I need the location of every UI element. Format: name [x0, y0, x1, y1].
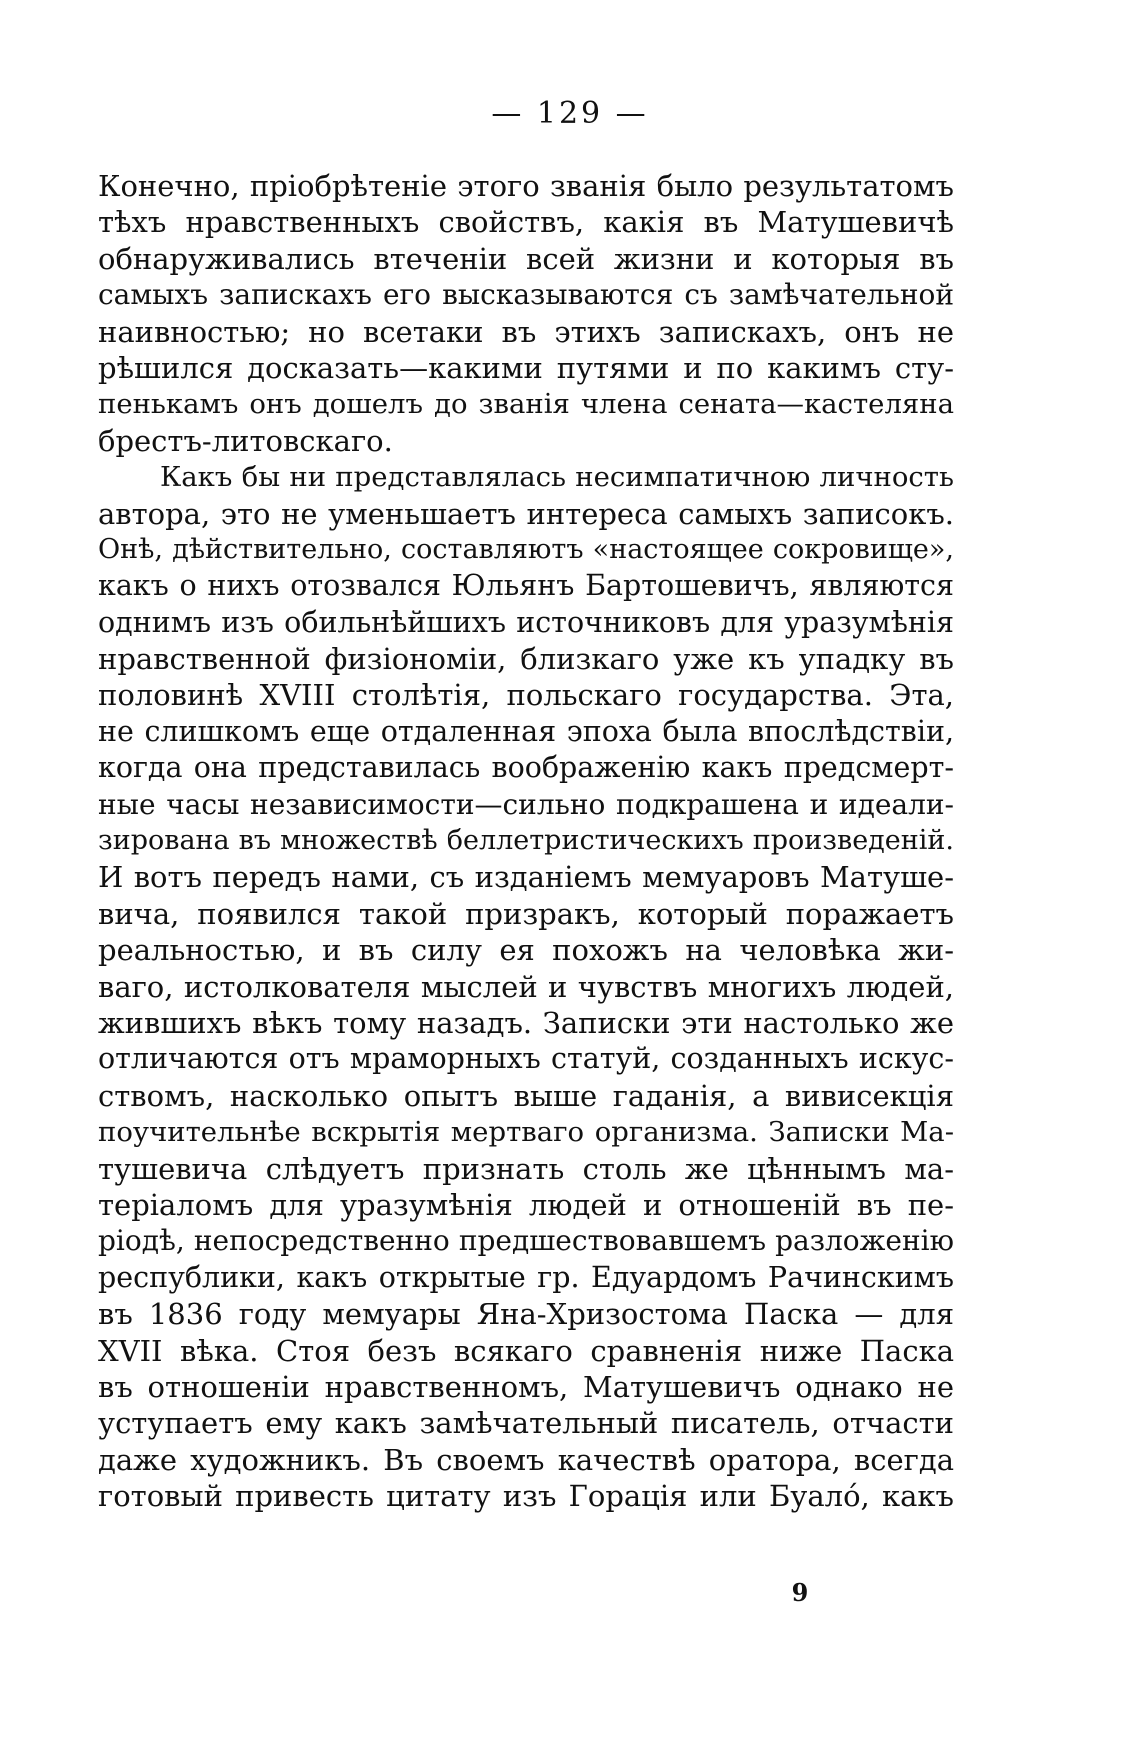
page-number-header: — 129 — [491, 96, 649, 131]
text-line: реальностью, и въ силу ея похожъ на человѣка жи- [98, 933, 954, 968]
text-line: обнаруживались втеченіи всей жизни и которыя въ [98, 241, 954, 276]
text-line: въ отношеніи нравственномъ, Матушевичъ однако не [98, 1369, 954, 1404]
text-line: тушевича слѣдуетъ признать столь же цѣннымъ ма- [98, 1151, 954, 1186]
text-line: ваго, истолкователя мыслей и чувствъ многихъ людей, [98, 969, 954, 1004]
text-line: нравственной физіономіи, близкаго уже къ упадку въ [98, 642, 954, 677]
text-line: пенькамъ онъ дошелъ до званія члена сената—кастеляна [98, 388, 954, 421]
text-line: готовый привесть цитату изъ Горація или Буало́, какъ [98, 1479, 954, 1514]
text-line: Конечно, пріобрѣтеніе этого званія было результатомъ [98, 169, 954, 203]
text-line: вича, появился такой призракъ, который поражаетъ [98, 896, 954, 931]
paragraph-1 [98, 168, 954, 459]
text-line: зирована въ множествѣ беллетристическихъ произведеній. [98, 825, 954, 857]
text-line: Онѣ, дѣйствительно, составляютъ «настоящее сокровище», [98, 533, 954, 565]
text-line: какъ о нихъ отозвался Юльянъ Бартошевичъ, являются [98, 569, 954, 603]
text-line: отличаются отъ мраморныхъ статуй, созданныхъ искус- [98, 1042, 954, 1076]
text-line: И вотъ передъ нами, съ изданіемъ мемуаровъ Матуше- [98, 860, 954, 895]
text-line: теріаломъ для уразумѣнія людей и отношеній въ пе- [98, 1187, 954, 1222]
text-line: Какъ бы ни представлялась несимпатичною личность [160, 461, 954, 494]
body-text [98, 168, 954, 1514]
text-line: XVII вѣка. Стоя безъ всякаго сравненія ниже Паска [98, 1333, 954, 1368]
signature-mark: 9 [791, 1578, 809, 1607]
text-line: самыхъ запискахъ его высказываются съ замѣчательной [98, 278, 954, 312]
text-line: когда она представилась воображенію какъ предсмерт- [98, 751, 954, 785]
paragraph-2 [98, 459, 954, 1514]
text-line: уступаетъ ему какъ замѣчательный писатель, отчасти [98, 1406, 954, 1441]
text-line: автора, это не уменьшаетъ интереса самыхъ записокъ. [98, 496, 954, 531]
text-line: брестъ-литовскаго. [98, 423, 393, 458]
text-line: ствомъ, насколько опытъ выше гаданія, а вивисекція [98, 1078, 954, 1113]
text-line: поучительнѣе вскрытія мертваго организма. Записки Ма- [98, 1116, 954, 1149]
text-line: рѣшился досказать—какими путями и по какимъ сту- [98, 350, 954, 385]
text-line: республики, какъ открытые гр. Едуардомъ Рачинскимъ [98, 1260, 954, 1294]
text-line: даже художникъ. Въ своемъ качествѣ оратора, всегда [98, 1442, 954, 1477]
text-line: жившихъ вѣкъ тому назадъ. Записки эти настолько же [98, 1005, 954, 1040]
text-line: однимъ изъ обильнѣйшихъ источниковъ для уразумѣнія [98, 605, 954, 639]
text-line: половинѣ XVIII столѣтія, польскаго государства. Эта, [98, 678, 954, 713]
text-line: не слишкомъ еще отдаленная эпоха была впослѣдствіи, [98, 714, 954, 748]
text-line: ные часы независимости—сильно подкрашена и идеали- [98, 787, 954, 821]
text-line: наивностью; но всетаки въ этихъ запискахъ, онъ не [98, 314, 954, 349]
text-line: ріодѣ, непосредственно предшествовавшемъ разложенію [98, 1224, 954, 1258]
text-line: въ 1836 году мемуары Яна-Хризостома Паска — для [98, 1297, 954, 1332]
text-line: тѣхъ нравственныхъ свойствъ, какія въ Матушевичѣ [98, 205, 954, 240]
